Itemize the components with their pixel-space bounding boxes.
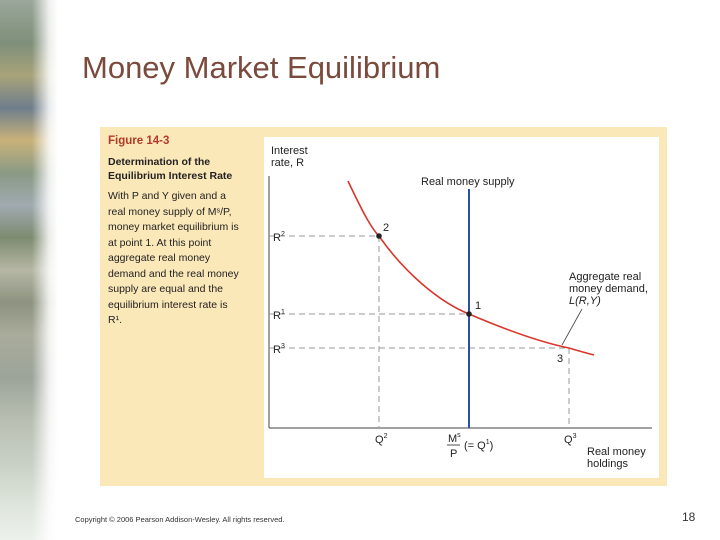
x-tick-q3: $Q^3$ — [564, 433, 577, 446]
demand-label-line2: money demand, — [569, 283, 648, 295]
point-3-label: 3 — [557, 353, 564, 365]
point-2-label: 2 — [383, 222, 390, 234]
figure-heading-line2: Equilibrium Interest Rate — [108, 170, 233, 182]
point-2-marker — [376, 233, 382, 239]
money-market-diagram — [264, 137, 659, 478]
x-axis-label-line1: Real money — [587, 446, 646, 458]
demand-label-line3: L(R,Y) — [569, 295, 601, 307]
ms-denominator: P — [450, 448, 458, 460]
figure-heading — [108, 155, 258, 183]
page-number: 18 — [682, 510, 696, 524]
y-tick-r2: $R^2$ — [273, 231, 285, 244]
y-tick-r3: $R^3$ — [273, 343, 285, 356]
ms-numerator: $M^s$ — [448, 432, 461, 445]
demand-label-pointer — [562, 309, 582, 345]
figure-caption — [108, 135, 258, 329]
y-axis-label-line1: Interest — [271, 145, 308, 157]
figure-panel — [100, 127, 667, 486]
figure-body-text: With P and Y given and a real money supply of Mˢ/P, money market equilibrium is at point 1. At this point aggregate real money demand and the real money supply are equal and the equilibrium interest rate is R¹. — [108, 190, 239, 326]
copyright-notice: Copyright © 2006 Pearson Addison-Wesley. All rights reserved. — [75, 515, 285, 524]
slide-title: Money Market Equilibrium — [82, 50, 441, 85]
point-1-marker — [466, 311, 472, 317]
point-1-label: 1 — [475, 300, 482, 312]
x-axis-label-line2: holdings — [587, 458, 628, 470]
x-tick-q2: $Q^2$ — [375, 433, 388, 446]
y-tick-r1: $R^1$ — [273, 309, 285, 322]
y-axis-label-line2: rate, R — [271, 157, 305, 169]
figure-heading-line1: Determination of the — [108, 156, 211, 168]
decorative-photo-strip — [0, 0, 58, 540]
graph-panel — [264, 137, 659, 478]
ms-equal-q1: (= $Q^1$) — [464, 439, 494, 452]
demand-label-line1: Aggregate real — [569, 271, 642, 283]
money-demand-curve — [348, 181, 594, 355]
x-tick-ms-over-p — [447, 432, 493, 460]
supply-label: Real money supply — [421, 176, 515, 188]
figure-label: Figure 14-3 — [108, 135, 170, 147]
